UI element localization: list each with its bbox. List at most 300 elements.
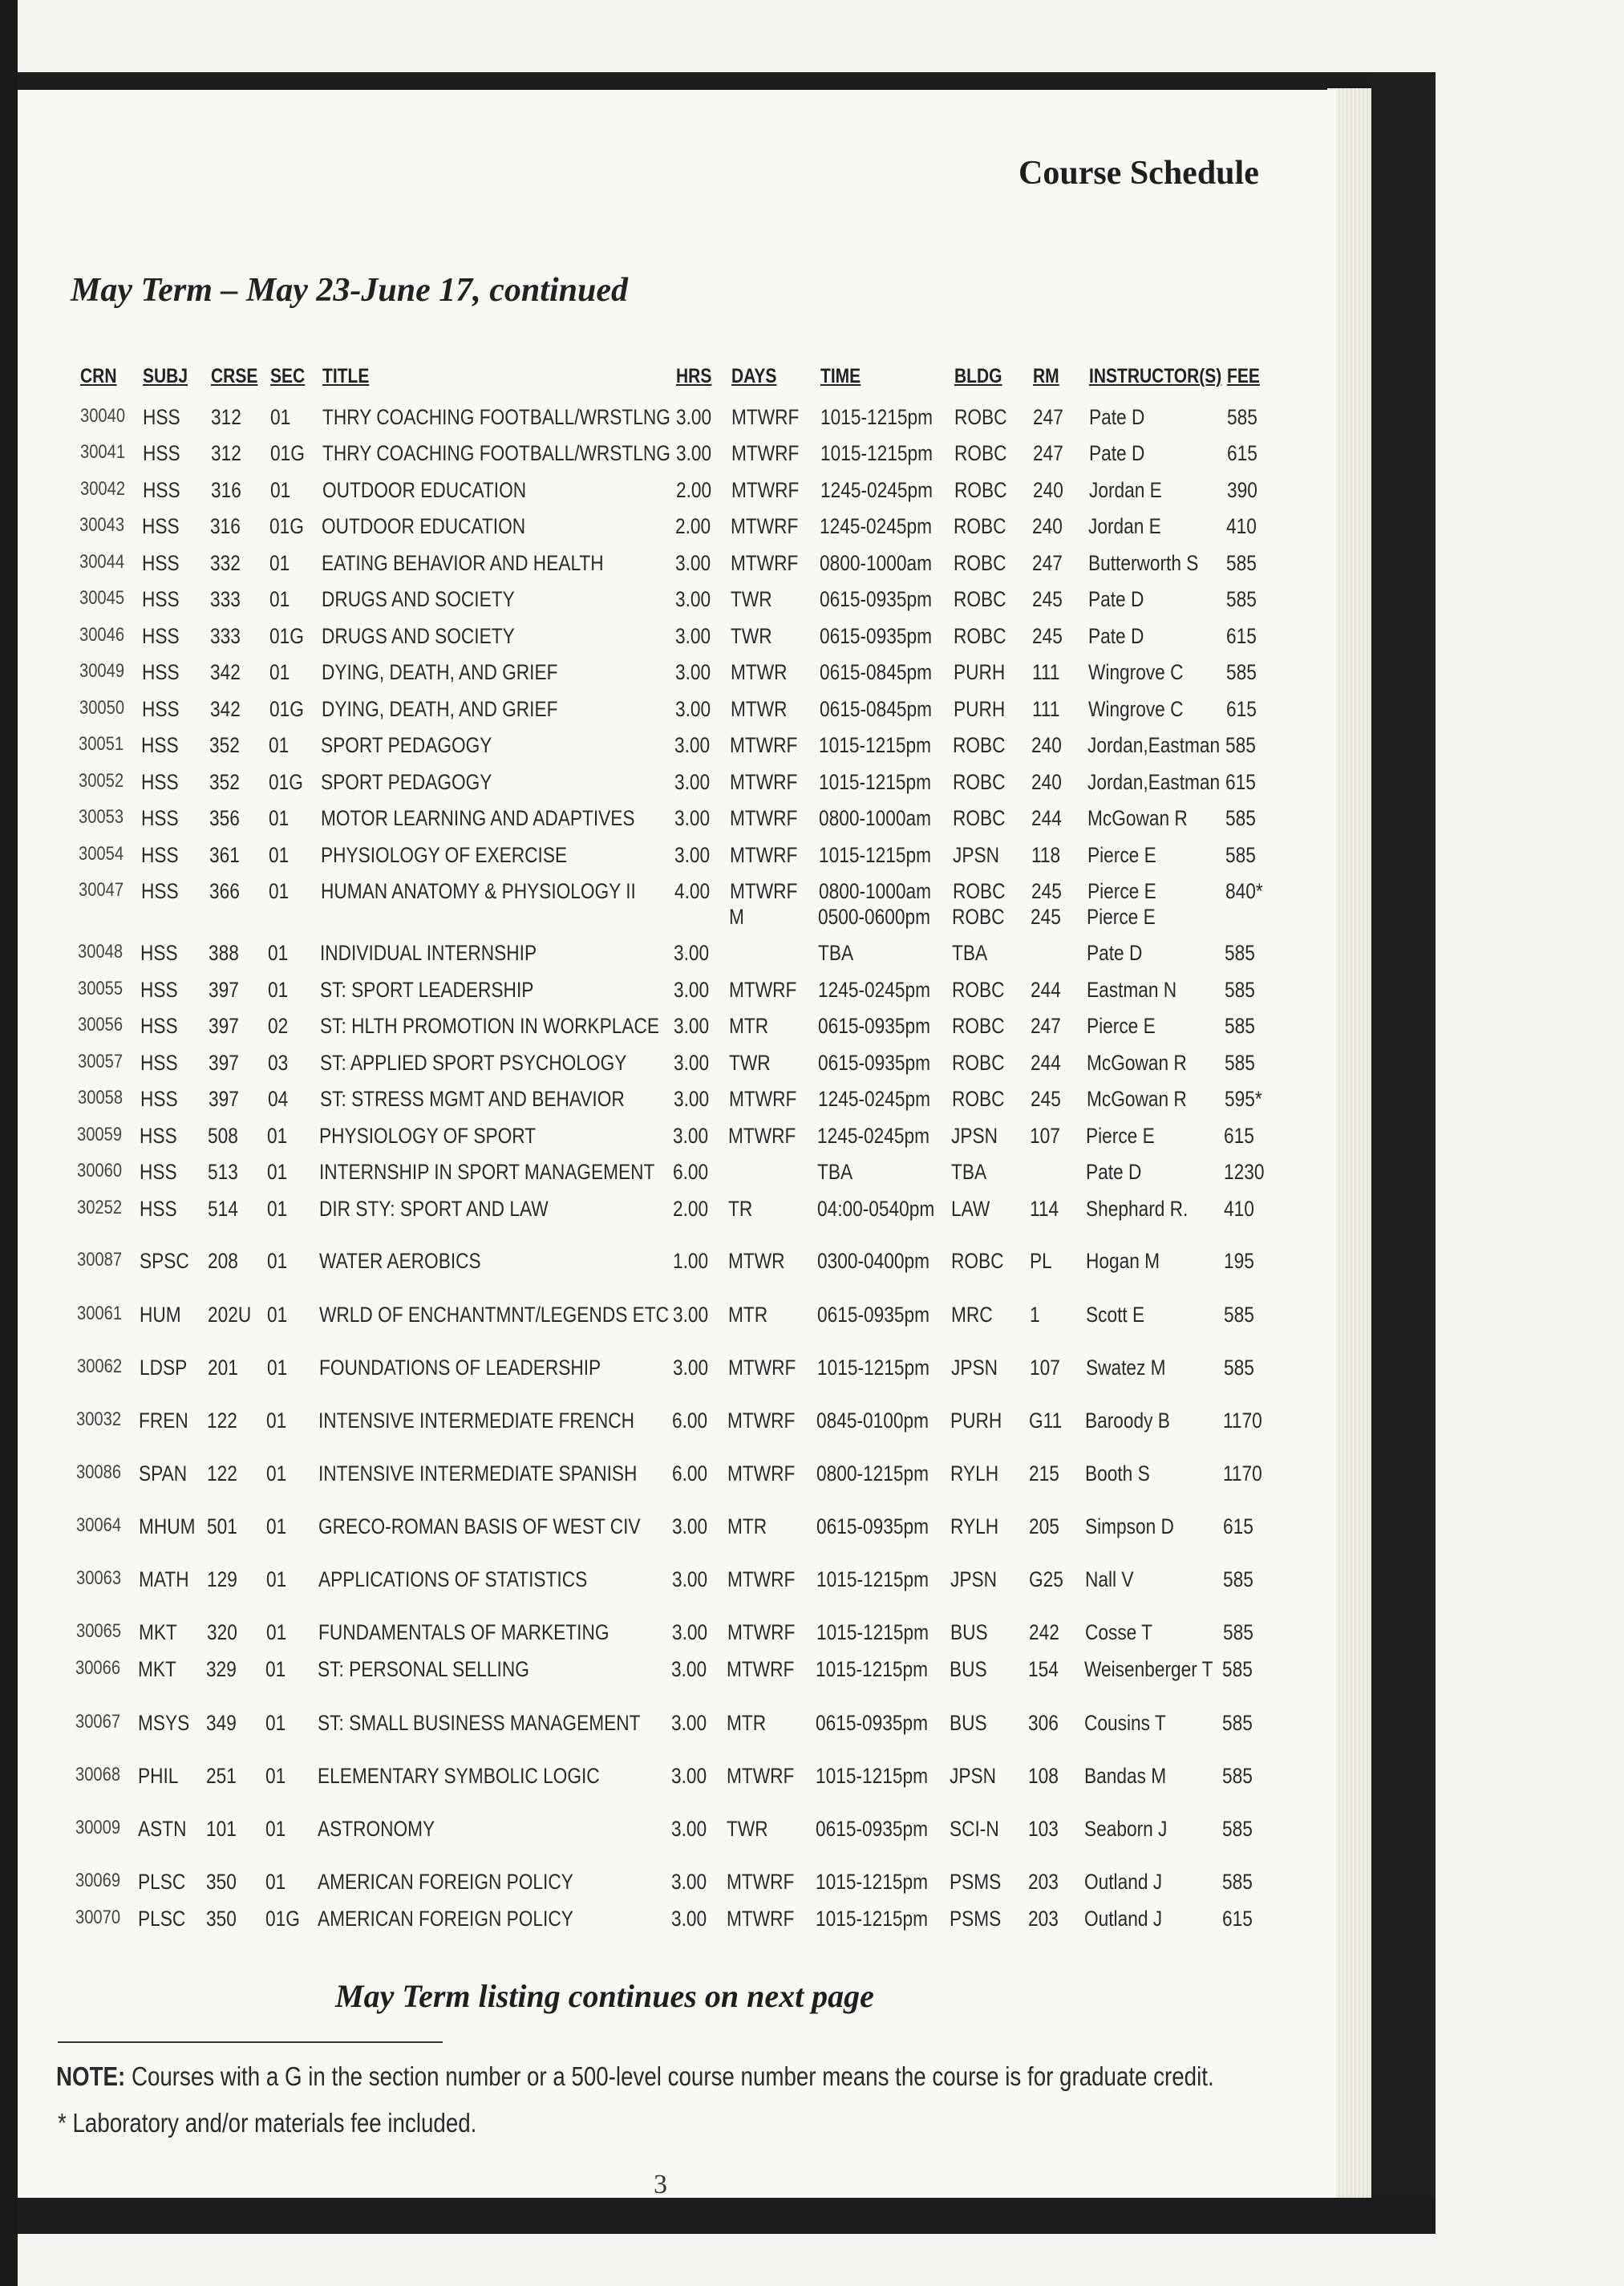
cell-fee: 585 [1225, 843, 1256, 867]
cell-fee: 390 [1227, 478, 1257, 502]
cell-title: FOUNDATIONS OF LEADERSHIP [319, 1356, 601, 1380]
cell-rm: 247 [1033, 441, 1063, 465]
cell-days: MTWRF [730, 879, 798, 903]
cell-rm: 108 [1028, 1764, 1059, 1788]
cell-fee: 585 [1225, 941, 1255, 965]
cell-time: 1015-1215pm [816, 1870, 928, 1894]
cell-instructor: Scott E [1086, 1303, 1145, 1327]
cell-time: 1015-1215pm [820, 405, 933, 429]
cell-bldg: ROBC [954, 514, 1006, 538]
cell-hrs: 1.00 [673, 1249, 709, 1273]
cell-rm: 244 [1031, 806, 1062, 830]
cell-fee: 585 [1227, 405, 1257, 429]
cell-hrs: 6.00 [672, 1461, 708, 1485]
cell-subj: HSS [140, 1087, 178, 1111]
cell-fee: 1230 [1224, 1160, 1265, 1184]
cell-rm: 118 [1031, 843, 1061, 867]
cell-title: APPLICATIONS OF STATISTICS [318, 1567, 588, 1591]
cell-time: 1245-0245pm [818, 1087, 930, 1111]
cell-instructor: Pate D [1087, 941, 1143, 965]
cell-days: MTWRF [731, 478, 800, 502]
cell-title: AMERICAN FOREIGN POLICY [318, 1907, 573, 1931]
cell-crse: 514 [208, 1197, 238, 1221]
page-number: 3 [654, 2170, 667, 2199]
cell-crse: 320 [207, 1620, 237, 1644]
cell-fee: 615 [1222, 1907, 1253, 1931]
cell-hrs: 3.00 [672, 1514, 708, 1538]
cell-time: 1245-0245pm [817, 1124, 929, 1148]
cell-instructor: Jordan E [1088, 514, 1161, 538]
cell-title: PHYSIOLOGY OF EXERCISE [321, 843, 568, 867]
cell-instructor: Pierce E [1087, 1014, 1156, 1038]
cell-title: ST: SMALL BUSINESS MANAGEMENT [318, 1711, 641, 1735]
cell-instructor: Butterworth S [1088, 551, 1199, 575]
cell-sec: 01 [265, 1764, 286, 1788]
cell-rm: 247 [1031, 1014, 1061, 1038]
cell-title: DRUGS AND SOCIETY [322, 624, 515, 648]
cell-rm: 107 [1030, 1356, 1060, 1380]
cell-crse: 333 [210, 587, 241, 611]
cell-crse: 513 [208, 1160, 238, 1184]
cell-days: MTWRF [730, 843, 798, 867]
cell-crn: 30049 [79, 660, 125, 682]
cell-hrs: 3.00 [674, 843, 711, 867]
cell-subj: HSS [142, 514, 180, 538]
cell-hrs: 4.00 [674, 879, 711, 903]
cell-time: 1015-1215pm [820, 441, 933, 465]
cell-bldg: ROBC [954, 587, 1006, 611]
cell-sec: 01 [267, 1249, 288, 1273]
cell-rm: 203 [1028, 1907, 1059, 1931]
cell-crse: 352 [209, 733, 240, 757]
cell-bldg: ROBC [952, 905, 1005, 929]
cell-crn: 30042 [80, 478, 126, 500]
cell-rm: 103 [1028, 1817, 1059, 1841]
cell-bldg: ROBC [953, 733, 1006, 757]
cell-crn: 30069 [75, 1870, 121, 1891]
cell-fee: 410 [1224, 1197, 1254, 1221]
cell-fee: 585 [1222, 1764, 1253, 1788]
cell-days: MTWRF [731, 405, 800, 429]
graduate-credit-note [56, 2061, 1214, 2092]
cell-bldg: PSMS [950, 1907, 1002, 1931]
cell-crse: 333 [210, 624, 241, 648]
cell-title: SPORT PEDAGOGY [321, 733, 492, 757]
cell-fee: 585 [1226, 551, 1257, 575]
cell-title: MOTOR LEARNING AND ADAPTIVES [321, 806, 635, 830]
cell-bldg: JPSN [950, 1567, 997, 1591]
cell-rm: 240 [1031, 770, 1062, 794]
cell-crse: 332 [210, 551, 241, 575]
cell-sec: 01 [268, 978, 289, 1002]
cell-title: AMERICAN FOREIGN POLICY [318, 1870, 573, 1894]
cell-sec: 01G [269, 697, 304, 721]
cell-crse: 208 [208, 1249, 238, 1273]
cell-sec: 04 [268, 1087, 289, 1111]
cell-crn: 30051 [79, 733, 124, 755]
cell-time: 0800-1000am [819, 879, 931, 903]
cell-bldg: TBA [951, 1160, 987, 1184]
cell-sec: 01 [267, 1197, 288, 1221]
cell-fee: 585 [1225, 733, 1256, 757]
cell-days: MTWRF [730, 806, 798, 830]
cell-title: OUTDOOR EDUCATION [322, 478, 527, 502]
cell-time: 0500-0600pm [818, 905, 930, 929]
cell-crse: 352 [209, 770, 240, 794]
cell-sec: 01 [268, 941, 289, 965]
cell-time: TBA [817, 1160, 853, 1184]
cell-time: 1245-0245pm [820, 514, 932, 538]
cell-subj: HSS [140, 1197, 177, 1221]
cell-crn: 30066 [75, 1657, 121, 1679]
cell-time: 1245-0245pm [818, 978, 930, 1002]
cell-rm: G11 [1029, 1408, 1063, 1433]
cell-subj: SPSC [140, 1249, 189, 1273]
cell-fee: 585 [1225, 978, 1255, 1002]
cell-sec: 01 [265, 1817, 286, 1841]
cell-fee: 410 [1226, 514, 1257, 538]
section-title: May Term – May 23-June 17, continued [71, 272, 628, 309]
cell-crn: 30065 [76, 1620, 122, 1642]
cell-time: 0800-1000am [819, 806, 931, 830]
cell-hrs: 3.00 [676, 441, 712, 465]
cell-subj: HSS [143, 405, 180, 429]
cell-sec: 01 [270, 405, 291, 429]
cell-instructor: McGowan R [1087, 806, 1188, 830]
cell-rm: 240 [1032, 514, 1063, 538]
cell-rm: 245 [1032, 587, 1063, 611]
cell-days: MTWRF [730, 733, 798, 757]
cell-subj: HSS [143, 478, 180, 502]
cell-crse: 501 [207, 1514, 237, 1538]
cell-bldg: ROBC [951, 1249, 1004, 1273]
cell-days: MTWR [731, 660, 788, 684]
cell-days: MTWR [731, 697, 788, 721]
cell-time: 0800-1215pm [816, 1461, 929, 1485]
cell-subj: PLSC [138, 1870, 186, 1894]
cell-rm: 245 [1032, 624, 1063, 648]
cell-instructor: Pierce E [1086, 1124, 1155, 1148]
cell-hrs: 3.00 [674, 941, 710, 965]
cell-instructor: Outland J [1084, 1870, 1163, 1894]
cell-title: EATING BEHAVIOR AND HEALTH [322, 551, 604, 575]
cell-fee: 1170 [1223, 1461, 1262, 1485]
cell-crse: 350 [206, 1870, 237, 1894]
cell-rm: 203 [1028, 1870, 1059, 1894]
cell-rm: 111 [1032, 660, 1060, 684]
cell-days: MTWRF [729, 1087, 797, 1111]
cell-hrs: 3.00 [671, 1657, 707, 1681]
cell-hrs: 6.00 [673, 1160, 709, 1184]
cell-subj: MKT [139, 1620, 177, 1644]
cell-fee: 585 [1223, 1567, 1253, 1591]
cell-subj: PHIL [138, 1764, 179, 1788]
cell-fee: 840* [1225, 879, 1263, 903]
cell-bldg: RYLH [950, 1461, 999, 1485]
cell-sec: 01 [266, 1408, 287, 1433]
cell-bldg: ROBC [952, 1087, 1005, 1111]
cell-time: 1015-1215pm [816, 1567, 929, 1591]
cell-hrs: 2.00 [673, 1197, 709, 1221]
cell-instructor: Wingrove C [1088, 660, 1184, 684]
cell-time: 1015-1215pm [817, 1356, 929, 1380]
cell-sec: 01 [269, 587, 290, 611]
cell-title: INTENSIVE INTERMEDIATE SPANISH [318, 1461, 638, 1485]
cell-instructor: Jordan E [1089, 478, 1162, 502]
cell-hrs: 3.00 [675, 551, 711, 575]
cell-rm: 240 [1031, 733, 1062, 757]
cell-rm: 205 [1029, 1514, 1059, 1538]
cell-fee: 585 [1222, 1870, 1253, 1894]
cell-bldg: JPSN [951, 1356, 998, 1380]
cell-title: FUNDAMENTALS OF MARKETING [318, 1620, 610, 1644]
cell-instructor: Cousins T [1084, 1711, 1166, 1735]
cell-crn: 30055 [78, 978, 124, 999]
cell-crn: 30063 [76, 1567, 122, 1589]
cell-bldg: ROBC [953, 806, 1006, 830]
cell-days: MTWRF [730, 770, 798, 794]
cell-days: MTWRF [727, 1870, 795, 1894]
cell-instructor: Weisenberger T [1084, 1657, 1213, 1681]
cell-hrs: 3.00 [672, 1567, 708, 1591]
cell-hrs: 2.00 [676, 478, 712, 502]
cell-rm: 245 [1031, 905, 1061, 929]
cell-title: ST: HLTH PROMOTION IN WORKPLACE [320, 1014, 659, 1038]
column-header-days: DAYS [731, 365, 777, 387]
cell-title: ST: PERSONAL SELLING [318, 1657, 529, 1681]
cell-hrs: 3.00 [671, 1711, 707, 1735]
cell-time: 0615-0845pm [820, 660, 932, 684]
cell-instructor: McGowan R [1087, 1087, 1187, 1111]
cell-fee: 615 [1226, 624, 1257, 648]
cell-hrs: 3.00 [674, 733, 711, 757]
cell-rm: 244 [1031, 978, 1061, 1002]
cell-crse: 356 [209, 806, 240, 830]
cell-hrs: 3.00 [676, 405, 712, 429]
cell-days: MTWRF [731, 514, 799, 538]
cell-bldg: ROBC [952, 978, 1005, 1002]
cell-days: MTR [729, 1014, 769, 1038]
cell-subj: SPAN [139, 1461, 188, 1485]
cell-crse: 312 [211, 405, 241, 429]
cell-title: HUMAN ANATOMY & PHYSIOLOGY II [321, 879, 636, 903]
cell-days: TWR [727, 1817, 768, 1841]
cell-time: 1015-1215pm [816, 1764, 928, 1788]
cell-title: INTENSIVE INTERMEDIATE FRENCH [318, 1408, 634, 1433]
cell-crn: 30045 [79, 587, 125, 609]
cell-time: 0615-0935pm [820, 587, 932, 611]
cell-fee: 615 [1227, 441, 1257, 465]
column-header-sec: SEC [270, 365, 306, 387]
cell-subj: HUM [140, 1303, 181, 1327]
cell-fee: 585 [1222, 1817, 1253, 1841]
cell-days: MTWRF [727, 1408, 796, 1433]
cell-title: GRECO-ROMAN BASIS OF WEST CIV [318, 1514, 641, 1538]
cell-hrs: 3.00 [674, 1051, 710, 1075]
cell-crn: 30043 [79, 514, 125, 536]
continues-notice: May Term listing continues on next page [335, 1978, 874, 2014]
cell-bldg: JPSN [953, 843, 999, 867]
cell-fee: 585 [1226, 660, 1257, 684]
cell-bldg: JPSN [950, 1764, 996, 1788]
cell-time: 0615-0935pm [816, 1817, 928, 1841]
cell-bldg: ROBC [953, 770, 1006, 794]
cell-fee: 615 [1223, 1514, 1253, 1538]
cell-title: OUTDOOR EDUCATION [322, 514, 526, 538]
cell-time: 0845-0100pm [816, 1408, 929, 1433]
cell-bldg: TBA [952, 941, 988, 965]
cell-rm: 114 [1030, 1197, 1059, 1221]
cell-hrs: 3.00 [672, 1620, 708, 1644]
cell-rm: G25 [1029, 1567, 1063, 1591]
cell-subj: HSS [142, 551, 180, 575]
cell-bldg: ROBC [954, 551, 1006, 575]
cell-time: 0615-0935pm [820, 624, 932, 648]
cell-fee: 615 [1224, 1124, 1254, 1148]
cell-crn: 30047 [79, 879, 124, 901]
cell-sec: 03 [268, 1051, 289, 1075]
cell-rm: 306 [1028, 1711, 1059, 1735]
cell-instructor: Shephard R. [1086, 1197, 1189, 1221]
cell-title: THRY COACHING FOOTBALL/WRSTLNG [322, 441, 670, 465]
cell-bldg: MRC [951, 1303, 993, 1327]
cell-subj: FREN [139, 1408, 188, 1433]
cell-crse: 397 [209, 978, 239, 1002]
cell-days: MTR [727, 1514, 767, 1538]
cell-crse: 397 [209, 1051, 239, 1075]
cell-fee: 585 [1222, 1711, 1253, 1735]
cell-subj: HSS [142, 587, 180, 611]
cell-instructor: Nall V [1085, 1567, 1134, 1591]
cell-crn: 30053 [79, 806, 124, 828]
cell-crn: 30061 [77, 1303, 123, 1324]
cell-title: DRUGS AND SOCIETY [322, 587, 515, 611]
cell-crn: 30057 [78, 1051, 124, 1072]
cell-crn: 30044 [79, 551, 125, 573]
cell-title: DYING, DEATH, AND GRIEF [322, 697, 558, 721]
cell-title: WRLD OF ENCHANTMNT/LEGENDS ETC [319, 1303, 669, 1327]
cell-time: 1015-1215pm [819, 770, 931, 794]
cell-hrs: 3.00 [671, 1907, 707, 1931]
cell-hrs: 3.00 [674, 806, 711, 830]
cell-subj: MKT [138, 1657, 176, 1681]
column-header-hrs: HRS [676, 365, 712, 387]
cell-sec: 01 [269, 879, 290, 903]
cell-hrs: 3.00 [675, 697, 711, 721]
cell-days: MTWRF [727, 1567, 796, 1591]
cell-time: 0615-0935pm [818, 1051, 930, 1075]
cell-sec: 01 [269, 551, 290, 575]
cell-fee: 1170 [1223, 1408, 1262, 1433]
cell-bldg: ROBC [952, 1051, 1005, 1075]
cell-time: 0615-0935pm [817, 1303, 929, 1327]
cell-subj: HSS [142, 624, 180, 648]
cell-time: 04:00-0540pm [817, 1197, 935, 1221]
cell-title: THRY COACHING FOOTBALL/WRSTLNG [322, 405, 670, 429]
cell-title: DIR STY: SPORT AND LAW [319, 1197, 549, 1221]
cell-time: 1015-1215pm [819, 733, 931, 757]
cell-sec: 01 [267, 1160, 288, 1184]
cell-crse: 388 [209, 941, 239, 965]
cell-bldg: PURH [950, 1408, 1002, 1433]
cell-subj: HSS [141, 733, 179, 757]
cell-days: TWR [731, 587, 772, 611]
footnote-rule [58, 2041, 443, 2043]
cell-bldg: ROBC [954, 624, 1006, 648]
cell-fee: 585 [1225, 1051, 1255, 1075]
cell-bldg: ROBC [953, 879, 1006, 903]
cell-fee: 585 [1224, 1303, 1254, 1327]
column-header-crn: CRN [80, 365, 117, 387]
column-header-crse: CRSE [211, 365, 258, 387]
cell-bldg: PSMS [950, 1870, 1002, 1894]
note-label: NOTE: [56, 2061, 126, 2091]
cell-subj: LDSP [140, 1356, 188, 1380]
cell-hrs: 3.00 [674, 978, 710, 1002]
cell-hrs: 3.00 [673, 1356, 709, 1380]
cell-title: ASTRONOMY [318, 1817, 435, 1841]
cell-title: INDIVIDUAL INTERNSHIP [320, 941, 537, 965]
cell-hrs: 3.00 [675, 587, 711, 611]
cell-hrs: 6.00 [672, 1408, 708, 1433]
cell-days: MTR [728, 1303, 768, 1327]
cell-fee: 585 [1224, 1356, 1254, 1380]
cell-subj: HSS [142, 660, 180, 684]
cell-sec: 01 [267, 1124, 288, 1148]
cell-time: 1015-1215pm [816, 1907, 928, 1931]
cell-sec: 01 [267, 1303, 288, 1327]
cell-hrs: 3.00 [673, 1124, 709, 1148]
cell-instructor: Jordan,Eastman [1087, 770, 1221, 794]
cell-rm: 154 [1028, 1657, 1059, 1681]
cell-time: 0300-0400pm [817, 1249, 929, 1273]
cell-sec: 01G [269, 624, 304, 648]
cell-title: ELEMENTARY SYMBOLIC LOGIC [318, 1764, 600, 1788]
cell-rm: 245 [1031, 1087, 1061, 1111]
cell-rm: 247 [1032, 551, 1063, 575]
cell-rm: 240 [1033, 478, 1063, 502]
cell-bldg: BUS [950, 1657, 987, 1681]
cell-days: TWR [729, 1051, 771, 1075]
cell-crse: 316 [211, 478, 241, 502]
cell-crn: 30086 [76, 1461, 122, 1483]
cell-rm: 107 [1030, 1124, 1060, 1148]
cell-days: MTWRF [729, 978, 797, 1002]
cell-title: ST: APPLIED SPORT PSYCHOLOGY [320, 1051, 627, 1075]
cell-subj: ASTN [138, 1817, 187, 1841]
cell-sec: 01 [265, 1657, 286, 1681]
cell-hrs: 3.00 [675, 624, 711, 648]
cell-instructor: Pate D [1088, 587, 1144, 611]
cell-instructor: Simpson D [1085, 1514, 1174, 1538]
cell-subj: HSS [143, 441, 180, 465]
cell-crse: 201 [208, 1356, 238, 1380]
column-header-subj: SUBJ [143, 365, 188, 387]
cell-hrs: 3.00 [671, 1817, 707, 1841]
cell-crse: 397 [209, 1014, 239, 1038]
cell-instructor: Pate D [1089, 441, 1145, 465]
cell-instructor: Booth S [1085, 1461, 1150, 1485]
cell-time: 0615-0935pm [816, 1711, 928, 1735]
cell-crn: 30046 [79, 624, 125, 646]
cell-days: MTWRF [727, 1461, 796, 1485]
cell-days: TWR [731, 624, 772, 648]
cell-crse: 122 [207, 1461, 237, 1485]
cell-hrs: 3.00 [674, 1087, 710, 1111]
cell-crn: 30048 [78, 941, 124, 963]
cell-fee: 585 [1223, 1620, 1253, 1644]
cell-bldg: LAW [951, 1197, 990, 1221]
